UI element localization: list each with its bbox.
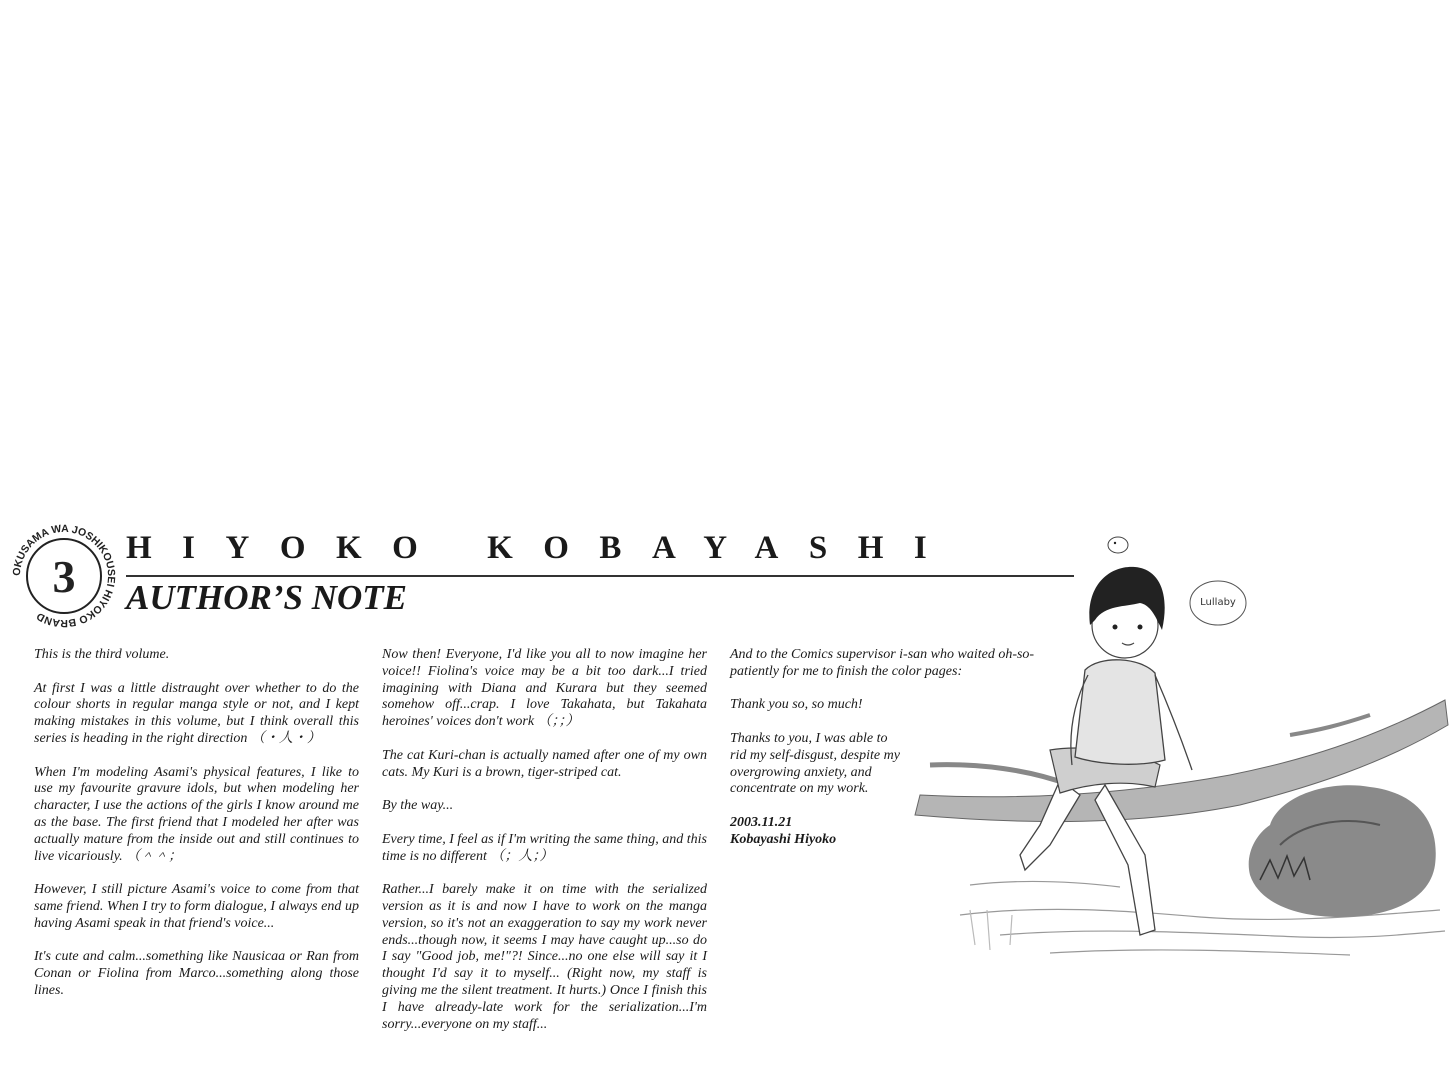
paragraph: At first I was a little distraught over whether to do the colour shorts in regular manga style or not, and I kept making mistakes in this volume, but I think overall this series is heading in the right direction （・人・） <box>34 680 359 746</box>
text-column-2 <box>382 647 707 1050</box>
girl-on-branch-illustration <box>900 525 1450 975</box>
text-column-1 <box>34 647 359 1017</box>
paragraph: This is the third volume. <box>34 647 170 662</box>
badge-ring-text: OKUSAMA WA JOSHIKOUSEI HIYOKO BRAND <box>10 522 118 630</box>
page-title: AUTHOR’S NOTE <box>126 578 407 617</box>
volume-number: 3 <box>52 551 76 602</box>
girl-figure <box>1075 660 1165 764</box>
paragraph: By the way... <box>382 798 454 814</box>
signature-name: Kobayashi Hiyoko <box>730 831 837 847</box>
paragraph: It's cute and calm...something like Nausicaa or Ran from Conan or Fiolina from Marco...something along those lines. <box>34 949 359 998</box>
rock-shape <box>1249 785 1436 917</box>
paragraph: However, I still picture Asami's voice to come from that same friend. When I try to form dialogue, I always end up having Asami speak in that friend's voice... <box>34 882 359 931</box>
volume-badge <box>10 522 118 630</box>
paragraph: When I'm modeling Asami's physical features, I like to use my favourite gravure idols, but when modeling her character, I use the actions of the girls I know around me as the base. The first friend that I modeled her after was actually mature from the inside out and still continues to live vicariously. （＾＾； <box>34 764 359 864</box>
paragraph: Rather...I barely make it on time with the serialized version as it is and now I have to work on the manga version, so it's not an exaggeration to say my work never ends...though now, it seems I may have caught up...so do I say "Good job, me!"?! Since...no one else will say it I thought I'd say it to myself... (Right now, my staff is giving me the silent treatment. It hurts.) Once I finish this I have already-late work for the serialization...I'm sorry...everyone on my staff... <box>382 882 707 1032</box>
author-name: HIYOKO KOBAYASHI <box>126 530 958 566</box>
signature-date: 2003.11.21 <box>730 814 793 830</box>
speech-bubble-text: Lullaby <box>1200 597 1236 608</box>
paragraph: Thanks to you, I was able to rid my self-disgust, despite my overgrowing anxiety, and concentrate on my work. <box>730 730 900 797</box>
paragraph: The cat Kuri-chan is actually named after one of my own cats. My Kuri is a brown, tiger-striped cat. <box>382 747 707 780</box>
paragraph: Now then! Everyone, I'd like you all to now imagine her voice!! Fiolina's voice may be a bit too dark...I tried imagining with Diana and Kurara but they seemed somehow off...crap. I love Takahata, but Takahata heroines' voices don't work （；；） <box>382 647 707 730</box>
paragraph: Thank you so, so much! <box>730 697 863 713</box>
paragraph: Every time, I feel as if I'm writing the same thing, and this time is no different （；人；） <box>382 831 707 864</box>
paragraph: And to the Comics supervisor i-san who waited oh-so-patiently for me to finish the color pages: <box>730 647 1035 679</box>
